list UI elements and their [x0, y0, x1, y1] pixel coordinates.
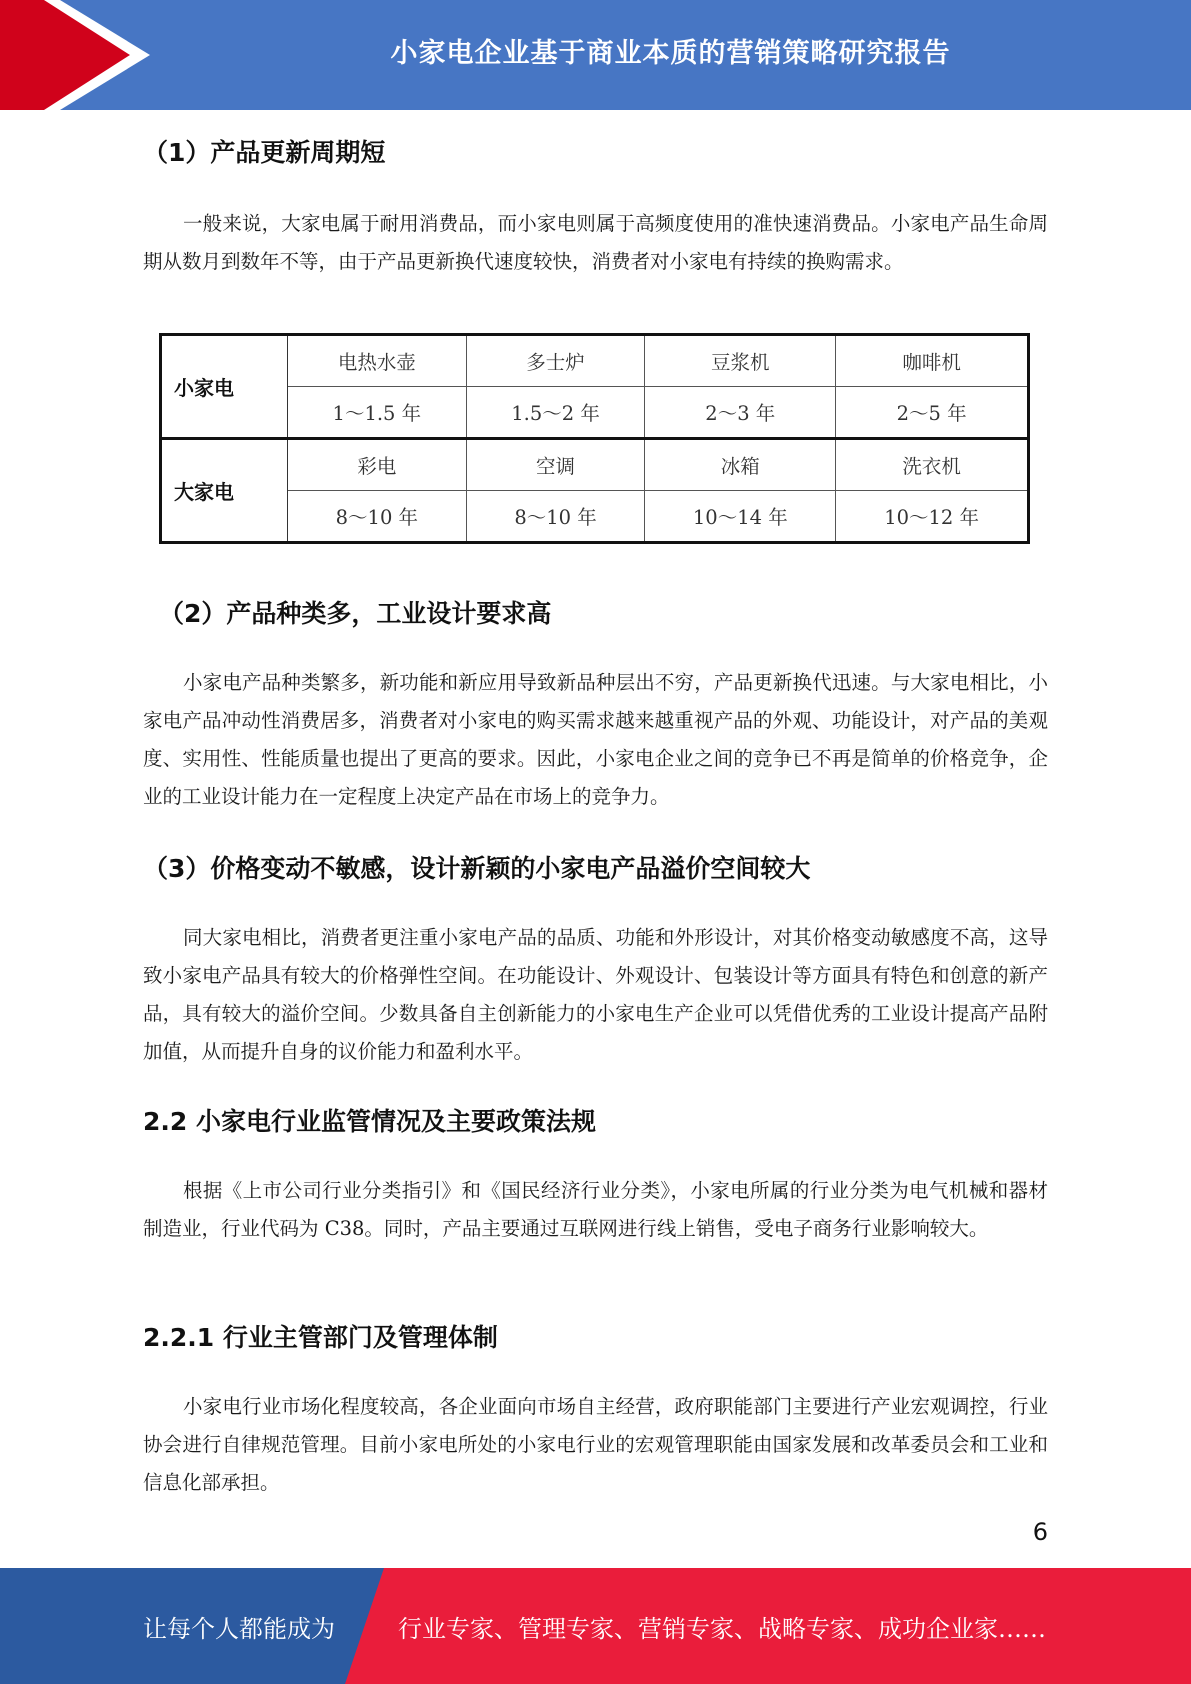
footer-slogan-left: 让每个人都能成为 [143, 1614, 335, 1643]
paragraph-s1: 一般来说，大家电属于耐用消费品，而小家电则属于高频度使用的准快速消费品。小家电产品生命周期从数月到数年不等，由于产品更新换代速度较快，消费者对小家电有持续的换购需求。 [143, 212, 1048, 273]
table-cell: 彩电 [288, 439, 467, 491]
paragraph-s3: 同大家电相比，消费者更注重小家电产品的品质、功能和外形设计，对其价格变动敏感度不高，这导致小家电产品具有较大的价格弹性空间。在功能设计、外观设计、包装设计等方面具有特色和创意的新产品，具有较大的溢价空间。少数具备自主创新能力的小家电生产企业可以凭借优秀的工业设计提高产品附加值，从而提升自身的议价能力和盈利水平。 [143, 926, 1048, 1063]
table-cell: 1～1.5 年 [288, 387, 467, 439]
report-title: 小家电企业基于商业本质的营销策略研究报告 [390, 37, 951, 69]
table-cell: 豆浆机 [645, 335, 836, 387]
table-cell: 电热水壶 [288, 335, 467, 387]
table-cell: 2～3 年 [645, 387, 836, 439]
heading-s3: （3）价格变动不敏感，设计新颖的小家电产品溢价空间较大 [143, 854, 811, 883]
page-number: 6 [1032, 1518, 1048, 1546]
table-cell: 洗衣机 [836, 439, 1029, 491]
table-cell: 空调 [466, 439, 645, 491]
table-cell: 多士炉 [466, 335, 645, 387]
table-cell: 8～10 年 [466, 491, 645, 543]
heading-2-2-1: 2.2.1 行业主管部门及管理体制 [143, 1323, 498, 1352]
paragraph-s2: 小家电产品种类繁多，新功能和新应用导致新品种层出不穷，产品更新换代迅速。与大家电相比，小家电产品冲动性消费居多，消费者对小家电的购买需求越来越重视产品的外观、功能设计，对产品的美观度、实用性、性能质量也提出了更高的要求。因此，小家电企业之间的竞争已不再是简单的价格竞争，企业的工业设计能力在一定程度上决定产品在市场上的竞争力。 [143, 671, 1048, 808]
appliance-lifespan-table [159, 333, 1030, 544]
group-label-large: 大家电 [161, 439, 288, 543]
heading-2-2: 2.2 小家电行业监管情况及主要政策法规 [143, 1107, 596, 1136]
page-footer [0, 1568, 1191, 1684]
page-header [0, 0, 1191, 110]
table-cell: 10～12 年 [836, 491, 1029, 543]
table-cell: 1.5～2 年 [466, 387, 645, 439]
heading-s1: （1）产品更新周期短 [143, 138, 386, 167]
footer-slogan-right: 行业专家、管理专家、营销专家、战略专家、成功企业家…… [398, 1614, 1046, 1643]
paragraph-2-2: 根据《上市公司行业分类指引》和《国民经济行业分类》，小家电所属的行业分类为电气机械和器材制造业，行业代码为 C38。同时，产品主要通过互联网进行线上销售，受电子商务行业影响较大。 [143, 1179, 1048, 1240]
paragraph-2-2-1: 小家电行业市场化程度较高，各企业面向市场自主经营，政府职能部门主要进行产业宏观调控，行业协会进行自律规范管理。目前小家电所处的小家电行业的宏观管理职能由国家发展和改革委员会和工业和信息化部承担。 [143, 1395, 1048, 1494]
table-cell: 8～10 年 [288, 491, 467, 543]
heading-s2: （2）产品种类多，工业设计要求高 [159, 599, 552, 628]
table-cell: 10～14 年 [645, 491, 836, 543]
table-cell: 2～5 年 [836, 387, 1029, 439]
group-label-small: 小家电 [161, 335, 288, 439]
table-cell: 冰箱 [645, 439, 836, 491]
table-cell: 咖啡机 [836, 335, 1029, 387]
